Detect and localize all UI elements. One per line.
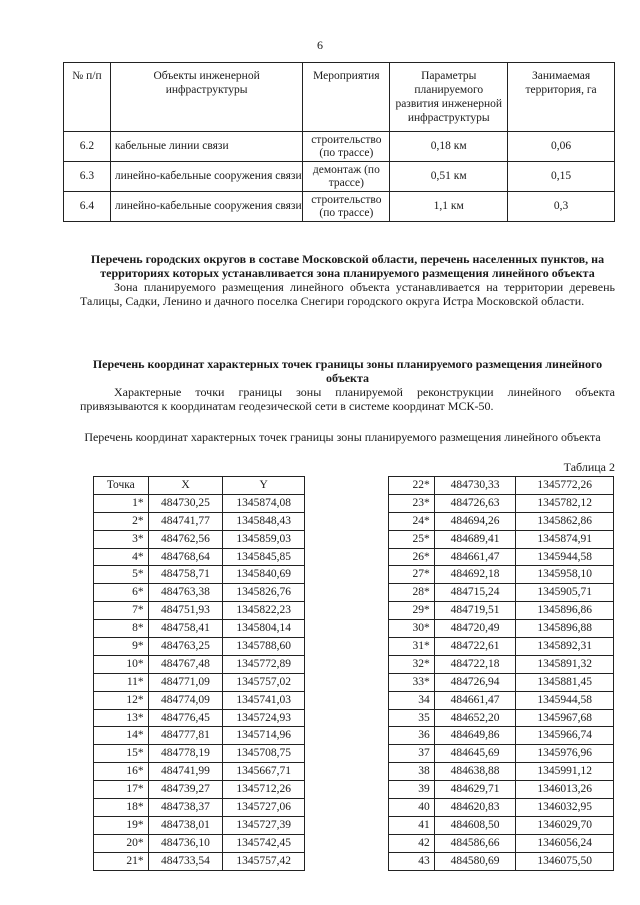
- y-value: 1345757,02: [223, 673, 305, 691]
- x-value: 484739,27: [148, 781, 223, 799]
- table-row: [94, 745, 305, 763]
- point-label: 17*: [94, 781, 149, 799]
- point-label: 24*: [389, 512, 435, 530]
- coordinates-table-left: [93, 476, 305, 871]
- y-value: 1346056,24: [516, 834, 614, 852]
- page-number: 6: [317, 38, 323, 52]
- y-value: 1346032,95: [516, 799, 614, 817]
- table-row: [94, 530, 305, 548]
- point-label: 6*: [94, 584, 149, 602]
- x-value: 484645,69: [434, 745, 516, 763]
- point-label: 29*: [389, 602, 435, 620]
- x-value: 484580,69: [434, 852, 516, 870]
- section-districts-text: Зона планируемого размещения линейного объекта устанавливается на территории деревень Талицы, Садки, Ленино и дачного поселка Снегири городского округа Истра Московской области.: [80, 280, 615, 308]
- x-value: 484638,88: [434, 763, 516, 781]
- x-value: 484649,86: [434, 727, 516, 745]
- point-label: 31*: [389, 638, 435, 656]
- x-value: 484736,10: [148, 834, 223, 852]
- row-action: строительство (по трассе): [303, 132, 390, 162]
- table-row: [94, 655, 305, 673]
- table-row: [389, 781, 614, 799]
- y-value: 1345976,96: [516, 745, 614, 763]
- x-value: 484738,37: [148, 799, 223, 817]
- x-value: 484730,25: [148, 494, 223, 512]
- table-row: [94, 709, 305, 727]
- point-label: 18*: [94, 799, 149, 817]
- table-row: [389, 638, 614, 656]
- x-value: 484608,50: [434, 816, 516, 834]
- x-value: 484741,99: [148, 763, 223, 781]
- x-value: 484741,77: [148, 512, 223, 530]
- table-row: [94, 799, 305, 817]
- row-object: линейно-кабельные сооружения связи: [110, 192, 303, 222]
- table-label: Таблица 2: [563, 460, 615, 474]
- y-value: 1345727,06: [223, 799, 305, 817]
- x-value: 484758,41: [148, 620, 223, 638]
- table-row: [389, 763, 614, 781]
- section-coordinates-text: Характерные точки границы зоны планируемой реконструкции линейного объекта привязываются к координатам геодезической сети в системе координат МСК-50.: [80, 385, 615, 413]
- y-value: 1346013,26: [516, 781, 614, 799]
- infrastructure-table: [63, 62, 615, 222]
- x-value: 484586,66: [434, 834, 516, 852]
- table-caption: Перечень координат характерных точек границы зоны планируемого размещения линейного объекта: [84, 430, 601, 444]
- table-row: [389, 530, 614, 548]
- table-row: [389, 620, 614, 638]
- y-value: 1345840,69: [223, 566, 305, 584]
- point-label: 15*: [94, 745, 149, 763]
- y-value: 1345944,58: [516, 691, 614, 709]
- point-label: 14*: [94, 727, 149, 745]
- y-value: 1345859,03: [223, 530, 305, 548]
- row-num: 6.3: [64, 162, 111, 192]
- row-parameter: 0,18 км: [390, 132, 508, 162]
- table-row: [94, 852, 305, 870]
- table-row: [389, 548, 614, 566]
- x-value: 484730,33: [434, 477, 516, 495]
- table-row: [94, 584, 305, 602]
- row-num: 6.2: [64, 132, 111, 162]
- y-value: 1345772,26: [516, 477, 614, 495]
- x-value: 484720,49: [434, 620, 516, 638]
- x-value: 484776,45: [148, 709, 223, 727]
- point-label: 2*: [94, 512, 149, 530]
- point-label: 19*: [94, 816, 149, 834]
- table-row: [389, 566, 614, 584]
- point-label: 16*: [94, 763, 149, 781]
- y-value: 1345892,31: [516, 638, 614, 656]
- x-value: 484726,63: [434, 494, 516, 512]
- point-label: 27*: [389, 566, 435, 584]
- coordinates-table-right: [388, 476, 614, 871]
- header-point: Точка: [94, 477, 149, 495]
- table-row: [389, 673, 614, 691]
- point-label: 10*: [94, 655, 149, 673]
- y-value: 1345848,43: [223, 512, 305, 530]
- table-row: [94, 548, 305, 566]
- x-value: 484733,54: [148, 852, 223, 870]
- table-row: [94, 816, 305, 834]
- header-y: Y: [223, 477, 305, 495]
- point-label: 25*: [389, 530, 435, 548]
- point-label: 7*: [94, 602, 149, 620]
- point-label: 21*: [94, 852, 149, 870]
- row-area: 0,06: [508, 132, 615, 162]
- table-row: [64, 192, 615, 222]
- y-value: 1345822,23: [223, 602, 305, 620]
- x-value: 484722,18: [434, 655, 516, 673]
- point-label: 43: [389, 852, 435, 870]
- x-value: 484689,41: [434, 530, 516, 548]
- y-value: 1345966,74: [516, 727, 614, 745]
- y-value: 1345727,39: [223, 816, 305, 834]
- point-label: 39: [389, 781, 435, 799]
- y-value: 1345741,03: [223, 691, 305, 709]
- x-value: 484771,09: [148, 673, 223, 691]
- x-value: 484620,83: [434, 799, 516, 817]
- table-row: [94, 566, 305, 584]
- x-value: 484722,61: [434, 638, 516, 656]
- y-value: 1345874,91: [516, 530, 614, 548]
- header-num: № п/п: [64, 63, 111, 132]
- point-label: 34: [389, 691, 435, 709]
- point-label: 1*: [94, 494, 149, 512]
- infrastructure-header-row: [64, 63, 615, 132]
- row-action: строительство (по трассе): [303, 192, 390, 222]
- table-row: [94, 763, 305, 781]
- y-value: 1345967,68: [516, 709, 614, 727]
- table-row: [94, 602, 305, 620]
- row-parameter: 0,51 км: [390, 162, 508, 192]
- y-value: 1345896,86: [516, 602, 614, 620]
- header-area: Занимаемая территория, га: [508, 63, 615, 132]
- coordinates-header-row: [94, 477, 305, 495]
- y-value: 1345757,42: [223, 852, 305, 870]
- x-value: 484758,71: [148, 566, 223, 584]
- y-value: 1345804,14: [223, 620, 305, 638]
- point-label: 12*: [94, 691, 149, 709]
- point-label: 11*: [94, 673, 149, 691]
- row-object: линейно-кабельные сооружения связи: [110, 162, 303, 192]
- y-value: 1345905,71: [516, 584, 614, 602]
- table-row: [94, 638, 305, 656]
- y-value: 1345708,75: [223, 745, 305, 763]
- table-row: [94, 727, 305, 745]
- table-row: [389, 477, 614, 495]
- table-row: [94, 494, 305, 512]
- point-label: 23*: [389, 494, 435, 512]
- table-row: [389, 799, 614, 817]
- point-label: 42: [389, 834, 435, 852]
- table-row: [94, 620, 305, 638]
- y-value: 1345881,45: [516, 673, 614, 691]
- point-label: 35: [389, 709, 435, 727]
- row-area: 0,15: [508, 162, 615, 192]
- y-value: 1345667,71: [223, 763, 305, 781]
- x-value: 484767,48: [148, 655, 223, 673]
- y-value: 1345788,60: [223, 638, 305, 656]
- table-row: [389, 655, 614, 673]
- point-label: 9*: [94, 638, 149, 656]
- y-value: 1345944,58: [516, 548, 614, 566]
- y-value: 1345874,08: [223, 494, 305, 512]
- point-label: 13*: [94, 709, 149, 727]
- x-value: 484719,51: [434, 602, 516, 620]
- section-coordinates: [80, 357, 615, 413]
- y-value: 1345772,89: [223, 655, 305, 673]
- x-value: 484661,47: [434, 548, 516, 566]
- header-parameters: Параметры планируемого развития инженерной инфраструктуры: [390, 63, 508, 132]
- x-value: 484726,94: [434, 673, 516, 691]
- x-value: 484777,81: [148, 727, 223, 745]
- table-row: [389, 709, 614, 727]
- x-value: 484694,26: [434, 512, 516, 530]
- table-row: [389, 816, 614, 834]
- x-value: 484762,56: [148, 530, 223, 548]
- table-row: [389, 834, 614, 852]
- x-value: 484763,38: [148, 584, 223, 602]
- y-value: 1345782,12: [516, 494, 614, 512]
- point-label: 30*: [389, 620, 435, 638]
- header-x: X: [148, 477, 223, 495]
- table-row: [389, 602, 614, 620]
- section-districts: [80, 252, 615, 308]
- x-value: 484778,19: [148, 745, 223, 763]
- x-value: 484738,01: [148, 816, 223, 834]
- table-row: [389, 852, 614, 870]
- y-value: 1345845,85: [223, 548, 305, 566]
- point-label: 5*: [94, 566, 149, 584]
- y-value: 1345826,76: [223, 584, 305, 602]
- table-row: [389, 512, 614, 530]
- point-label: 38: [389, 763, 435, 781]
- x-value: 484692,18: [434, 566, 516, 584]
- y-value: 1346075,50: [516, 852, 614, 870]
- y-value: 1345712,26: [223, 781, 305, 799]
- x-value: 484715,24: [434, 584, 516, 602]
- section-coordinates-heading: Перечень координат характерных точек границы зоны планируемого размещения линейного объекта: [92, 357, 603, 385]
- row-area: 0,3: [508, 192, 615, 222]
- point-label: 22*: [389, 477, 435, 495]
- point-label: 37: [389, 745, 435, 763]
- point-label: 36: [389, 727, 435, 745]
- y-value: 1345742,45: [223, 834, 305, 852]
- point-label: 41: [389, 816, 435, 834]
- x-value: 484661,47: [434, 691, 516, 709]
- point-label: 32*: [389, 655, 435, 673]
- point-label: 4*: [94, 548, 149, 566]
- table-row: [389, 584, 614, 602]
- point-label: 3*: [94, 530, 149, 548]
- point-label: 26*: [389, 548, 435, 566]
- point-label: 20*: [94, 834, 149, 852]
- point-label: 28*: [389, 584, 435, 602]
- x-value: 484768,64: [148, 548, 223, 566]
- table-row: [389, 494, 614, 512]
- row-num: 6.4: [64, 192, 111, 222]
- y-value: 1345896,88: [516, 620, 614, 638]
- table-row: [94, 834, 305, 852]
- row-parameter: 1,1 км: [390, 192, 508, 222]
- table-row: [94, 673, 305, 691]
- y-value: 1345891,32: [516, 655, 614, 673]
- y-value: 1346029,70: [516, 816, 614, 834]
- row-object: кабельные линии связи: [110, 132, 303, 162]
- point-label: 33*: [389, 673, 435, 691]
- x-value: 484629,71: [434, 781, 516, 799]
- x-value: 484774,09: [148, 691, 223, 709]
- point-label: 8*: [94, 620, 149, 638]
- point-label: 40: [389, 799, 435, 817]
- section-districts-heading: Перечень городских округов в составе Московской области, перечень населенных пунктов, на территориях которых устанавливается зона планируемого размещения линейного объекта: [90, 252, 605, 280]
- row-action: демонтаж (по трассе): [303, 162, 390, 192]
- table-row: [389, 691, 614, 709]
- table-row: [64, 162, 615, 192]
- header-object: Объекты инженерной инфраструктуры: [110, 63, 303, 132]
- y-value: 1345958,10: [516, 566, 614, 584]
- table-row: [94, 781, 305, 799]
- x-value: 484763,25: [148, 638, 223, 656]
- table-row: [94, 512, 305, 530]
- header-action: Мероприятия: [303, 63, 390, 132]
- x-value: 484751,93: [148, 602, 223, 620]
- y-value: 1345991,12: [516, 763, 614, 781]
- table-row: [389, 727, 614, 745]
- y-value: 1345714,96: [223, 727, 305, 745]
- x-value: 484652,20: [434, 709, 516, 727]
- table-row: [64, 132, 615, 162]
- y-value: 1345862,86: [516, 512, 614, 530]
- table-row: [94, 691, 305, 709]
- table-row: [389, 745, 614, 763]
- y-value: 1345724,93: [223, 709, 305, 727]
